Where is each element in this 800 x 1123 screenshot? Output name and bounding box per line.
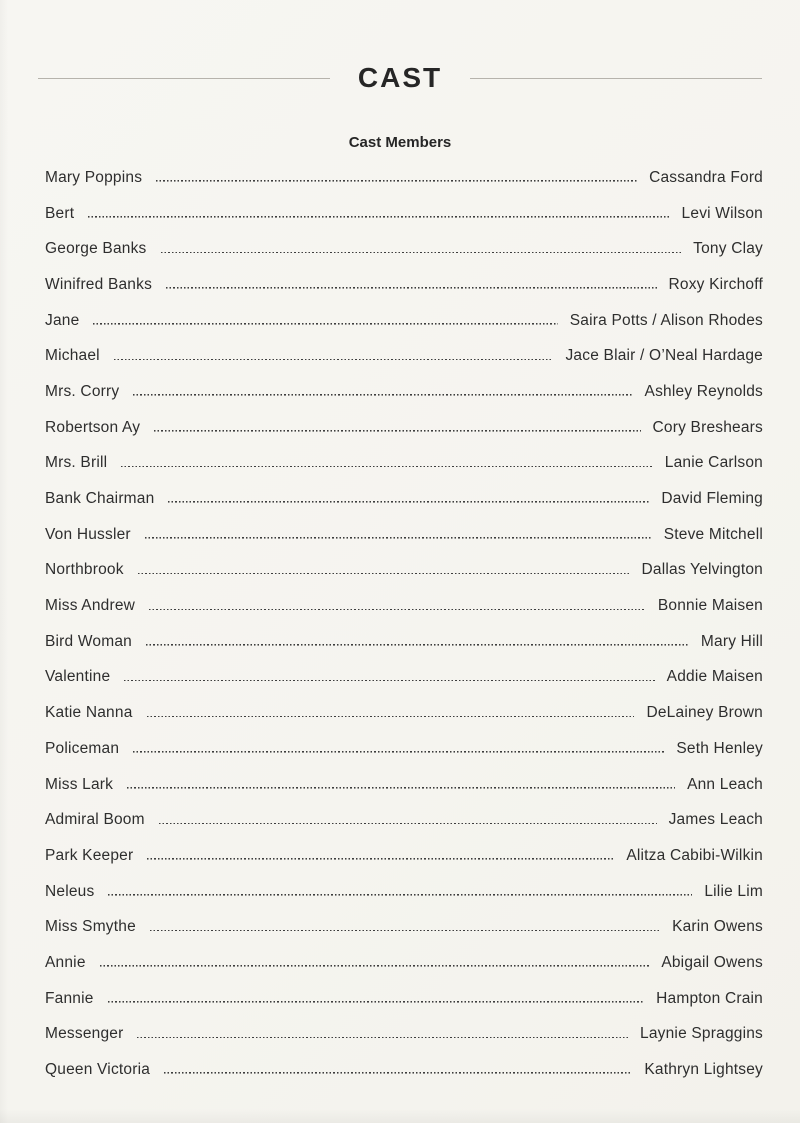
actor-name: Abigail Owens xyxy=(661,953,763,971)
actor-name: Levi Wilson xyxy=(681,204,763,222)
role-name: Michael xyxy=(45,347,100,365)
dotted-leader xyxy=(150,929,660,931)
role-name: Jane xyxy=(45,311,80,329)
dotted-leader xyxy=(164,1072,632,1074)
cast-row xyxy=(45,1017,763,1053)
header-rule-left xyxy=(38,78,330,79)
cast-row xyxy=(45,481,763,517)
actor-name: Cory Breshears xyxy=(652,418,763,436)
actor-name: Addie Maisen xyxy=(666,668,763,686)
actor-name: Ashley Reynolds xyxy=(644,382,763,400)
dotted-leader xyxy=(114,358,554,360)
role-name: Mary Poppins xyxy=(45,168,143,186)
role-name: Bird Woman xyxy=(45,632,132,650)
dotted-leader xyxy=(100,965,650,967)
actor-name: Lanie Carlson xyxy=(664,454,763,472)
dotted-leader xyxy=(93,323,557,325)
page-title: CAST xyxy=(357,62,443,93)
actor-name: Kathryn Lightsey xyxy=(644,1061,763,1079)
role-name: Miss Smythe xyxy=(45,918,136,936)
actor-name: Laynie Spraggins xyxy=(640,1025,763,1043)
dotted-leader xyxy=(159,822,657,824)
cast-row xyxy=(45,446,763,482)
cast-row xyxy=(45,695,763,731)
role-name: Park Keeper xyxy=(45,846,134,864)
role-name: Katie Nanna xyxy=(45,704,133,722)
role-name: Mrs. Corry xyxy=(45,382,120,400)
role-name: Von Hussler xyxy=(45,525,131,543)
actor-name: Steve Mitchell xyxy=(663,525,763,543)
dotted-leader xyxy=(121,465,652,467)
cast-row xyxy=(45,410,763,446)
cast-row xyxy=(45,624,763,660)
dotted-leader xyxy=(145,537,652,539)
cast-row xyxy=(45,909,763,945)
actor-name: Jace Blair / O’Neal Hardage xyxy=(565,347,763,365)
actor-name: Cassandra Ford xyxy=(649,168,763,186)
role-name: Bert xyxy=(45,204,75,222)
actor-name: Bonnie Maisen xyxy=(657,597,763,615)
dotted-leader xyxy=(108,1001,645,1003)
role-name: Miss Lark xyxy=(45,775,114,793)
actor-name: Hampton Crain xyxy=(656,989,763,1007)
cast-row xyxy=(45,517,763,553)
section-heading: Cast Members xyxy=(348,134,452,151)
actor-name: James Leach xyxy=(668,811,763,829)
dotted-leader xyxy=(133,751,664,753)
actor-name: Saira Potts / Alison Rhodes xyxy=(569,311,763,329)
dotted-leader xyxy=(147,858,614,860)
dotted-leader xyxy=(168,501,649,503)
cast-row xyxy=(45,196,763,232)
cast-row xyxy=(45,338,763,374)
cast-row xyxy=(45,660,763,696)
dotted-leader xyxy=(146,644,689,646)
role-name: Queen Victoria xyxy=(45,1061,151,1079)
dotted-leader xyxy=(154,430,640,432)
dotted-leader xyxy=(161,251,682,253)
header-rule-right xyxy=(470,78,762,79)
dotted-leader xyxy=(137,1036,628,1038)
dotted-leader xyxy=(124,679,654,681)
cast-row xyxy=(45,838,763,874)
cast-row xyxy=(45,160,763,196)
cast-row xyxy=(45,767,763,803)
cast-row xyxy=(45,553,763,589)
dotted-leader xyxy=(108,894,692,896)
actor-name: Alitza Cabibi-Wilkin xyxy=(626,846,763,864)
cast-row xyxy=(45,731,763,767)
actor-name: DeLainey Brown xyxy=(646,704,763,722)
cast-row xyxy=(45,874,763,910)
role-name: Fannie xyxy=(45,989,94,1007)
dotted-leader xyxy=(149,608,646,610)
actor-name: Roxy Kirchoff xyxy=(668,275,763,293)
cast-row xyxy=(45,945,763,981)
role-name: Valentine xyxy=(45,668,111,686)
role-name: Admiral Boom xyxy=(45,811,145,829)
role-name: Miss Andrew xyxy=(45,597,136,615)
dotted-leader xyxy=(88,216,669,218)
dotted-leader xyxy=(156,180,637,182)
role-name: Neleus xyxy=(45,882,95,900)
actor-name: Tony Clay xyxy=(693,240,763,258)
role-name: Annie xyxy=(45,953,86,971)
scan-shade-left xyxy=(0,0,8,1123)
role-name: Robertson Ay xyxy=(45,418,141,436)
actor-name: Lilie Lim xyxy=(704,882,763,900)
cast-row xyxy=(45,981,763,1017)
actor-name: Ann Leach xyxy=(687,775,763,793)
actor-name: Seth Henley xyxy=(676,739,763,757)
dotted-leader xyxy=(166,287,656,289)
role-name: Winifred Banks xyxy=(45,275,153,293)
role-name: George Banks xyxy=(45,240,147,258)
cast-row xyxy=(45,231,763,267)
cast-row xyxy=(45,267,763,303)
cast-row xyxy=(45,802,763,838)
cast-row xyxy=(45,303,763,339)
cast-list xyxy=(45,160,763,1088)
actor-name: Dallas Yelvington xyxy=(641,561,763,579)
dotted-leader xyxy=(138,572,630,574)
role-name: Northbrook xyxy=(45,561,124,579)
cast-row xyxy=(45,588,763,624)
dotted-leader xyxy=(133,394,632,396)
actor-name: Karin Owens xyxy=(672,918,763,936)
role-name: Mrs. Brill xyxy=(45,454,108,472)
cast-row xyxy=(45,374,763,410)
actor-name: Mary Hill xyxy=(700,632,763,650)
role-name: Policeman xyxy=(45,739,120,757)
dotted-leader xyxy=(147,715,635,717)
role-name: Bank Chairman xyxy=(45,490,155,508)
role-name: Messenger xyxy=(45,1025,124,1043)
scan-shade-bottom xyxy=(0,1109,800,1123)
actor-name: David Fleming xyxy=(661,490,763,508)
cast-row xyxy=(45,1052,763,1088)
dotted-leader xyxy=(127,787,675,789)
page-header xyxy=(38,55,762,101)
